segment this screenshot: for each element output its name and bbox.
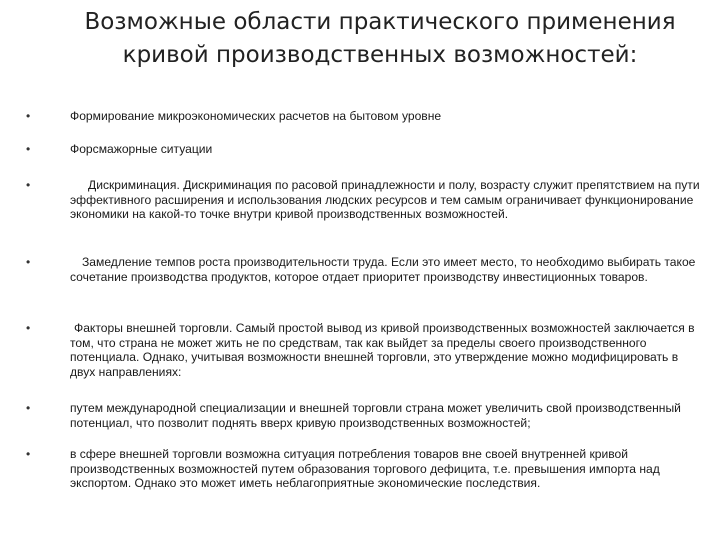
slide-title-line-1: Возможные области практического применения bbox=[84, 9, 676, 35]
bullet-icon: • bbox=[26, 255, 31, 269]
list-item-text: Факторы внешней торговли. Самый простой вывод из кривой производственных возможностей заключается в том, что страна не может жить не по средствам, так как выйдет за пределы своего производственного потенциала. Однако, учитывая возможности внешней торговли, это утверждение можно модифицировать в двух направлениях: bbox=[70, 321, 695, 379]
slide-title-line-2: кривой производственных возможностей: bbox=[122, 42, 638, 68]
list-item-text: в сфере внешней торговли возможна ситуация потребления товаров вне своей внутренней кривой производственных возможностей путем образования торгового дефицита, т.е. превышения импорта над экспортом. Однако это может иметь неблагоприятные экономические последствия. bbox=[70, 447, 660, 490]
list-item-text: путем международной специализации и внешней торговли страна может увеличить свой производственный потенциал, что позволит поднять вверх кривую производственных возможностей; bbox=[70, 401, 681, 430]
bullet-icon: • bbox=[26, 142, 31, 156]
list-item-text: Замедление темпов роста производительности труда. Если это имеет место, то необходимо выбирать такое сочетание производства продуктов, которое отдает приоритет производству инвестиционных товаров. bbox=[70, 255, 696, 284]
bullet-icon: • bbox=[26, 401, 31, 415]
bullet-icon: • bbox=[26, 447, 31, 461]
bullet-icon: • bbox=[26, 109, 31, 123]
list-item-text: Формирование микроэкономических расчетов на бытовом уровне bbox=[70, 109, 442, 123]
list-item-text: Форсмажорные ситуации bbox=[70, 142, 213, 156]
bullet-icon: • bbox=[26, 321, 31, 335]
list-item-text: Дискриминация. Дискриминация по расовой принадлежности и полу, возрасту служит препятствием на пути эффективного расширения и использования людских ресурсов и тем самым ограничивает функционирование экономики на какой-то точке внутри кривой производственных возможностей. bbox=[70, 178, 700, 221]
bullet-icon: • bbox=[26, 178, 31, 192]
